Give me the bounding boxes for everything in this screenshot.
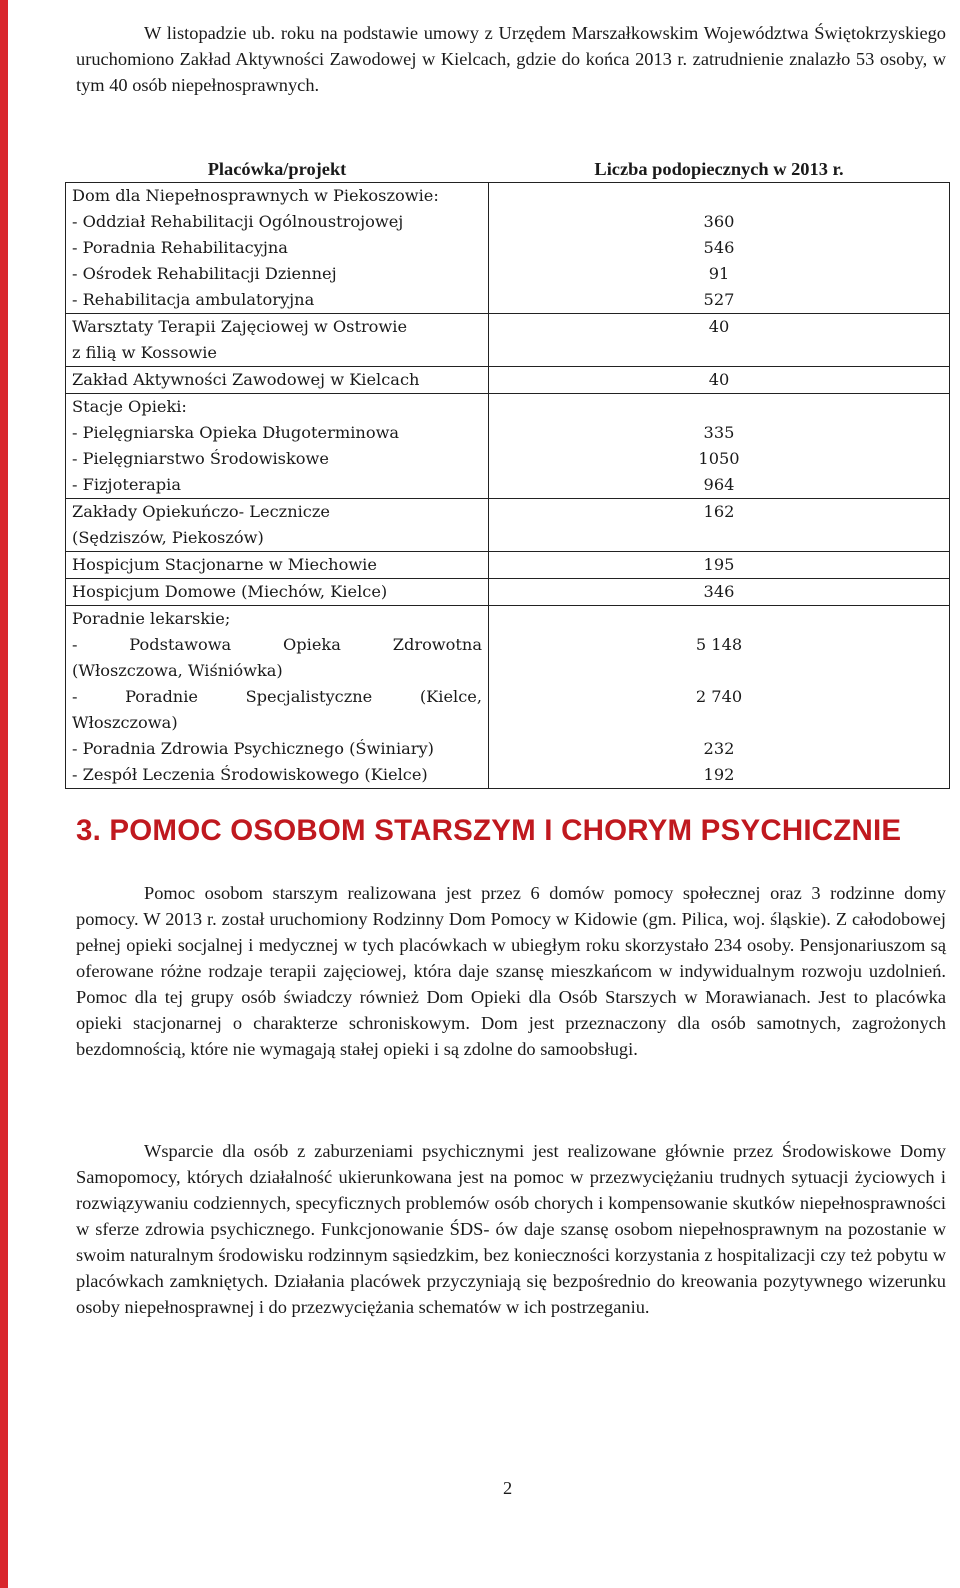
count-value: 964 [703,475,735,494]
table-row [66,552,950,579]
count-value: 232 [703,739,735,758]
count-value [495,658,943,684]
count-value [495,340,943,366]
facility-name-line: - Fizjoterapia [72,475,181,494]
facility-name-line: Warsztaty Terapii Zajęciowej w Ostrowie [72,317,408,336]
facility-name-cell [66,606,489,789]
facility-name-line: - Poradnia Rehabilitacyjna [72,238,288,257]
count-value [495,525,943,551]
count-value: 335 [703,423,735,442]
table-row [66,367,950,394]
facility-name-line: Dom dla Niepełnosprawnych w Piekoszowie: [72,186,439,205]
facility-name-line: Zakład Aktywności Zawodowej w Kielcach [72,370,420,389]
facility-name-line: - Podstawowa Opieka Zdrowotna [72,635,482,654]
facility-name-line: Hospicjum Domowe (Miechów, Kielce) [72,582,388,601]
facility-name-cell [66,183,489,314]
section-title: 3. POMOC OSOBOM STARSZYM I CHORYM PSYCHICZNIE [76,814,902,847]
count-value: 346 [703,582,735,601]
facility-name-line: - Rehabilitacja ambulatoryjna [72,290,315,309]
table-row [66,499,950,552]
facility-name-cell [66,314,489,367]
count-value: 546 [703,238,735,257]
facility-name-line: z filią w Kossowie [72,343,217,362]
facility-name-cell [66,579,489,606]
table-body [66,183,950,789]
facility-name-line: - Poradnie Specjalistyczne (Kielce, [72,687,482,706]
facility-name-line: Hospicjum Stacjonarne w Miechowie [72,555,377,574]
facility-name-line: Poradnie lekarskie; [72,609,231,628]
facility-name-cell [66,499,489,552]
facility-name-line: Zakłady Opiekuńczo- Lecznicze [72,502,330,521]
count-value: 91 [708,264,730,283]
page-number: 2 [503,1478,513,1498]
table-row [66,183,950,314]
facility-name-cell [66,552,489,579]
facility-name-cell [66,394,489,499]
facility-name-line: Włoszczowa) [72,713,178,732]
header-facility: Placówka/projekt [66,156,489,183]
facility-name-cell [66,367,489,394]
count-value: 40 [708,317,730,336]
count-value [495,606,943,632]
count-value [495,183,943,209]
count-value: 195 [703,555,735,574]
facility-name-line: - Oddział Rehabilitacji Ogólnoustrojowej [72,212,404,231]
paragraph-mental-health: Wsparcie dla osób z zaburzeniami psychicznymi jest realizowane głównie przez Środowiskowe Domy Samopomocy, których działalność ukierunkowana jest na pomoc w przezwyciężaniu trudnych sytuacji życiowych i rozwiązywaniu codziennych, specyficznych problemów osób chorych i kompensowanie skutków niepełnosprawności w sferze zdrowia psychicznego. Funkcjonowanie ŚDS- ów daje szansę osobom niepełnosprawnym na pozostanie w swoim naturalnym środowisku rodzinnym sąsiedzkim, bez konieczności korzystania z hospitalizacji czy też pobytu w placówkach zamkniętych. Działania placówek przyczyniają się bezpośrednio do kreowania pozytywnego wizerunku osoby niepełnosprawnej i do przezwyciężania schematów w ich postrzeganiu. [76,1141,946,1317]
facility-name-line: - Pielęgniarska Opieka Długoterminowa [72,423,400,442]
table-row [66,606,950,789]
header-count: Liczba podopiecznych w 2013 r. [489,156,950,183]
count-value: 2 740 [695,687,743,706]
count-cell [489,499,950,552]
count-value: 360 [703,212,735,231]
facility-name-line: (Sędziszów, Piekoszów) [72,528,264,547]
count-value: 162 [703,502,735,521]
paragraph-elderly-care: Pomoc osobom starszym realizowana jest przez 6 domów pomocy społecznej oraz 3 rodzinne domy pomocy. W 2013 r. został uruchomiony Rodzinny Dom Pomocy w Kidowie (gm. Pilica, woj. śląskie). Z całodobowej pełnej opieki socjalnej i medycznej w tych placówkach w ubiegłym roku skorzystało 234 osoby. Pensjonariuszom są oferowane różne rodzaje terapii zajęciowej, która daje szansę mieszkańcom w indywidualnym rozwoju uzdolnień. Pomoc dla tej grupy osób świadczy również Dom Opieki dla Osób Starszych w Morawianach. Jest to placówka opieki stacjonarnej o charakterze schroniskowym. Dom jest przeznaczony dla osób samotnych, zagrożonych bezdomnością, które nie wymagają stałej opieki i są zdolne do samoobsługi. [76,883,946,1059]
table-row [66,394,950,499]
count-cell [489,367,950,394]
count-value: 192 [703,765,735,784]
count-value: 40 [708,370,730,389]
facility-name-line: Stacje Opieki: [72,397,187,416]
facilities-table [65,156,950,789]
count-cell [489,183,950,314]
table-header-row [66,156,950,183]
intro-paragraph: W listopadzie ub. roku na podstawie umowy z Urzędem Marszałkowskim Województwa Świętokrzyskiego uruchomiono Zakład Aktywności Zawodowej w Kielcach, gdzie do końca 2013 r. zatrudnienie znalazło 53 osoby, w tym 40 osób niepełnosprawnych. [76,23,946,95]
facility-name-line: - Pielęgniarstwo Środowiskowe [72,449,329,468]
count-value [495,394,943,420]
facility-name-line: - Poradnia Zdrowia Psychicznego (Świniary) [72,739,434,758]
count-cell [489,314,950,367]
count-value [495,710,943,736]
count-value: 5 148 [695,635,743,654]
count-value: 527 [703,290,735,309]
count-cell [489,552,950,579]
count-cell [489,606,950,789]
facility-name-line: (Włoszczowa, Wiśniówka) [72,661,283,680]
count-value: 1050 [698,449,740,468]
facility-name-line: - Zespół Leczenia Środowiskowego (Kielce) [72,765,428,784]
table-row [66,314,950,367]
left-margin-bar [0,0,8,1588]
count-cell [489,394,950,499]
count-cell [489,579,950,606]
facility-name-line: - Ośrodek Rehabilitacji Dziennej [72,264,337,283]
table-row [66,579,950,606]
